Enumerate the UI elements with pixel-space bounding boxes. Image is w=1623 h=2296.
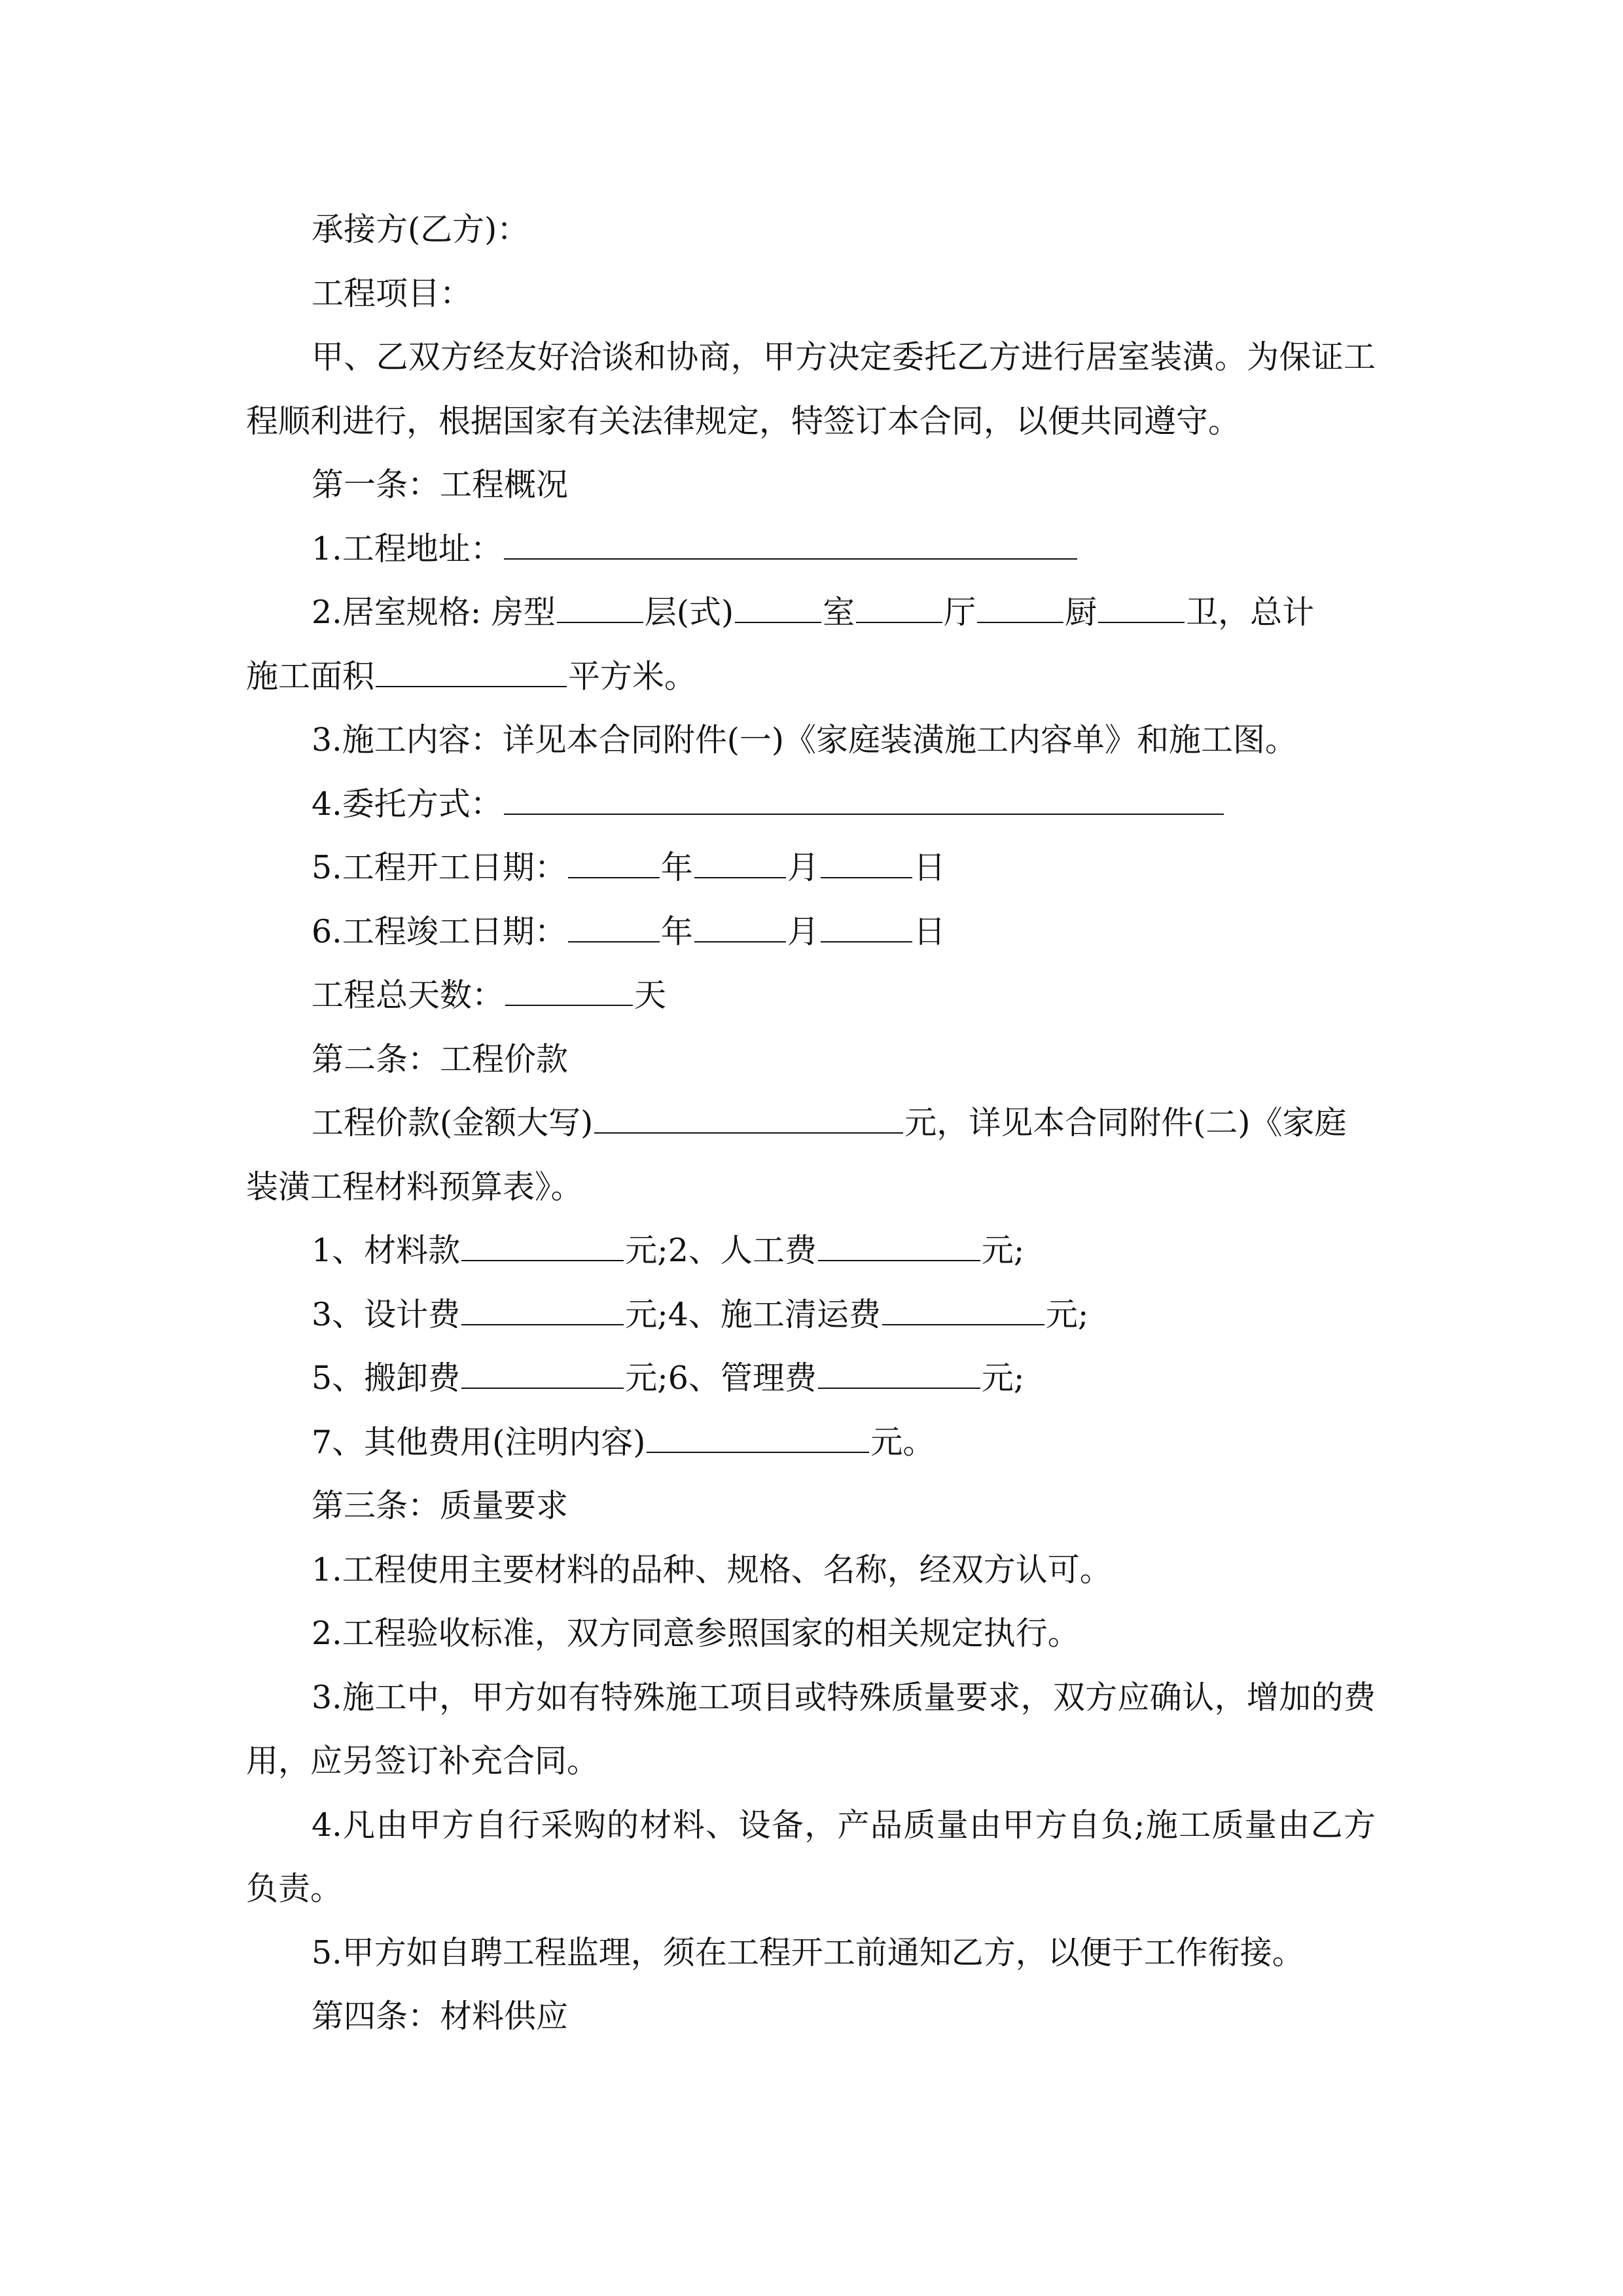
address-label: 1.工程地址： xyxy=(312,529,503,567)
blank[interactable] xyxy=(977,621,1063,623)
other-fee-label: 7、其他费用(注明内容) xyxy=(312,1423,646,1461)
fee-unit: 元; xyxy=(981,1232,1025,1269)
blank[interactable] xyxy=(694,876,786,878)
fee-label: 5、搬卸费 xyxy=(312,1359,461,1397)
area-blank[interactable] xyxy=(376,685,567,687)
fee-label: 元;6、管理费 xyxy=(625,1359,817,1397)
day-label: 日 xyxy=(913,849,946,886)
quality-item: 4.凡由甲方自行采购的材料、设备，产品质量由甲方自负;施工质量由乙方 xyxy=(312,1806,1376,1844)
blank[interactable] xyxy=(821,876,912,878)
spec-label: 2.居室规格: 房型 xyxy=(312,594,556,631)
fee-unit: 元; xyxy=(1045,1295,1089,1333)
quality-item-cont: 负责。 xyxy=(246,1870,343,1907)
blank[interactable] xyxy=(856,621,942,623)
spec-line xyxy=(246,581,1376,645)
days-line xyxy=(246,963,1376,1028)
contract-page xyxy=(246,198,1376,2049)
blank[interactable] xyxy=(568,941,660,942)
article-2-title: 第二条：工程价款 xyxy=(312,1040,569,1078)
year-label: 年 xyxy=(660,849,693,886)
intro-line-1: 甲、乙双方经友好洽谈和协商，甲方决定委托乙方进行居室装潢。为保证工 xyxy=(312,338,1376,376)
spec-unit: 层(式) xyxy=(644,594,734,631)
spec-unit: 卫，总计 xyxy=(1186,594,1315,631)
address-line xyxy=(246,517,1376,581)
method-blank[interactable] xyxy=(504,813,1224,815)
price-label: 工程价款(金额大写) xyxy=(312,1104,594,1141)
end-label: 6.工程竣工日期： xyxy=(312,912,567,950)
blank[interactable] xyxy=(821,941,912,942)
price-rest: 元，详见本合同附件(二)《家庭 xyxy=(904,1104,1347,1141)
fee-label: 3、设计费 xyxy=(312,1295,461,1333)
fee-label: 1、材料款 xyxy=(312,1232,461,1269)
fee-label: 元;4、施工清运费 xyxy=(625,1295,881,1333)
blank[interactable] xyxy=(735,621,821,623)
fee-line xyxy=(246,1219,1376,1283)
blank[interactable] xyxy=(1098,621,1185,623)
area-unit: 平方米。 xyxy=(568,657,697,695)
intro-line-2: 程顺利进行，根据国家有关法律规定，特签订本合同，以便共同遵守。 xyxy=(246,402,1241,440)
blank[interactable] xyxy=(882,1323,1044,1325)
blank[interactable] xyxy=(461,1323,624,1325)
blank[interactable] xyxy=(461,1259,624,1261)
party-b-line: 承接方(乙方)： xyxy=(312,211,529,248)
fee-line xyxy=(246,1283,1376,1347)
fee-unit: 元; xyxy=(981,1359,1025,1397)
article-3-title: 第三条：质量要求 xyxy=(312,1487,569,1524)
quality-item: 5.甲方如自聘工程监理，须在工程开工前通知乙方，以便于工作衔接。 xyxy=(312,1933,1304,1971)
year-label: 年 xyxy=(660,912,693,950)
month-label: 月 xyxy=(787,849,819,886)
spec-unit: 厨 xyxy=(1065,594,1097,631)
area-label: 施工面积 xyxy=(246,657,375,695)
blank[interactable] xyxy=(818,1387,980,1389)
blank[interactable] xyxy=(568,876,660,878)
end-date-line xyxy=(246,900,1376,964)
area-line xyxy=(246,645,1376,709)
article-1-title: 第一条：工程概况 xyxy=(312,466,569,503)
content-line: 3.施工内容：详见本合同附件(一)《家庭装潢施工内容单》和施工图。 xyxy=(312,721,1297,759)
blank[interactable] xyxy=(694,941,786,942)
day-label: 日 xyxy=(913,912,946,950)
quality-item: 1.工程使用主要材料的品种、规格、名称，经双方认可。 xyxy=(312,1551,1112,1588)
fee-unit: 元。 xyxy=(870,1423,935,1461)
blank[interactable] xyxy=(461,1387,624,1389)
days-unit: 天 xyxy=(634,977,667,1014)
method-line xyxy=(246,772,1376,836)
blank[interactable] xyxy=(818,1259,980,1261)
fee-line xyxy=(246,1346,1376,1410)
fee-label: 元;2、人工费 xyxy=(625,1232,817,1269)
article-4-title: 第四条：材料供应 xyxy=(312,1998,569,2035)
quality-item-cont: 用，应另签订补充合同。 xyxy=(246,1742,599,1780)
project-line: 工程项目： xyxy=(312,274,473,312)
days-label: 工程总天数： xyxy=(312,977,505,1014)
method-label: 4.委托方式： xyxy=(312,785,503,823)
blank[interactable] xyxy=(557,621,643,623)
price-blank[interactable] xyxy=(594,1132,903,1134)
blank[interactable] xyxy=(647,1451,869,1453)
address-blank[interactable] xyxy=(504,558,1077,560)
start-date-line xyxy=(246,836,1376,900)
quality-item: 3.施工中，甲方如有特殊施工项目或特殊质量要求，双方应确认，增加的费 xyxy=(312,1678,1376,1716)
days-blank[interactable] xyxy=(505,1004,633,1006)
start-label: 5.工程开工日期： xyxy=(312,849,567,886)
month-label: 月 xyxy=(787,912,819,950)
quality-item: 2.工程验收标准，双方同意参照国家的相关规定执行。 xyxy=(312,1615,1080,1652)
spec-unit: 室 xyxy=(823,594,855,631)
price-line-2: 装潢工程材料预算表》。 xyxy=(246,1168,583,1206)
price-line xyxy=(246,1091,1376,1155)
spec-unit: 厅 xyxy=(944,594,976,631)
other-fee-line xyxy=(246,1410,1376,1475)
